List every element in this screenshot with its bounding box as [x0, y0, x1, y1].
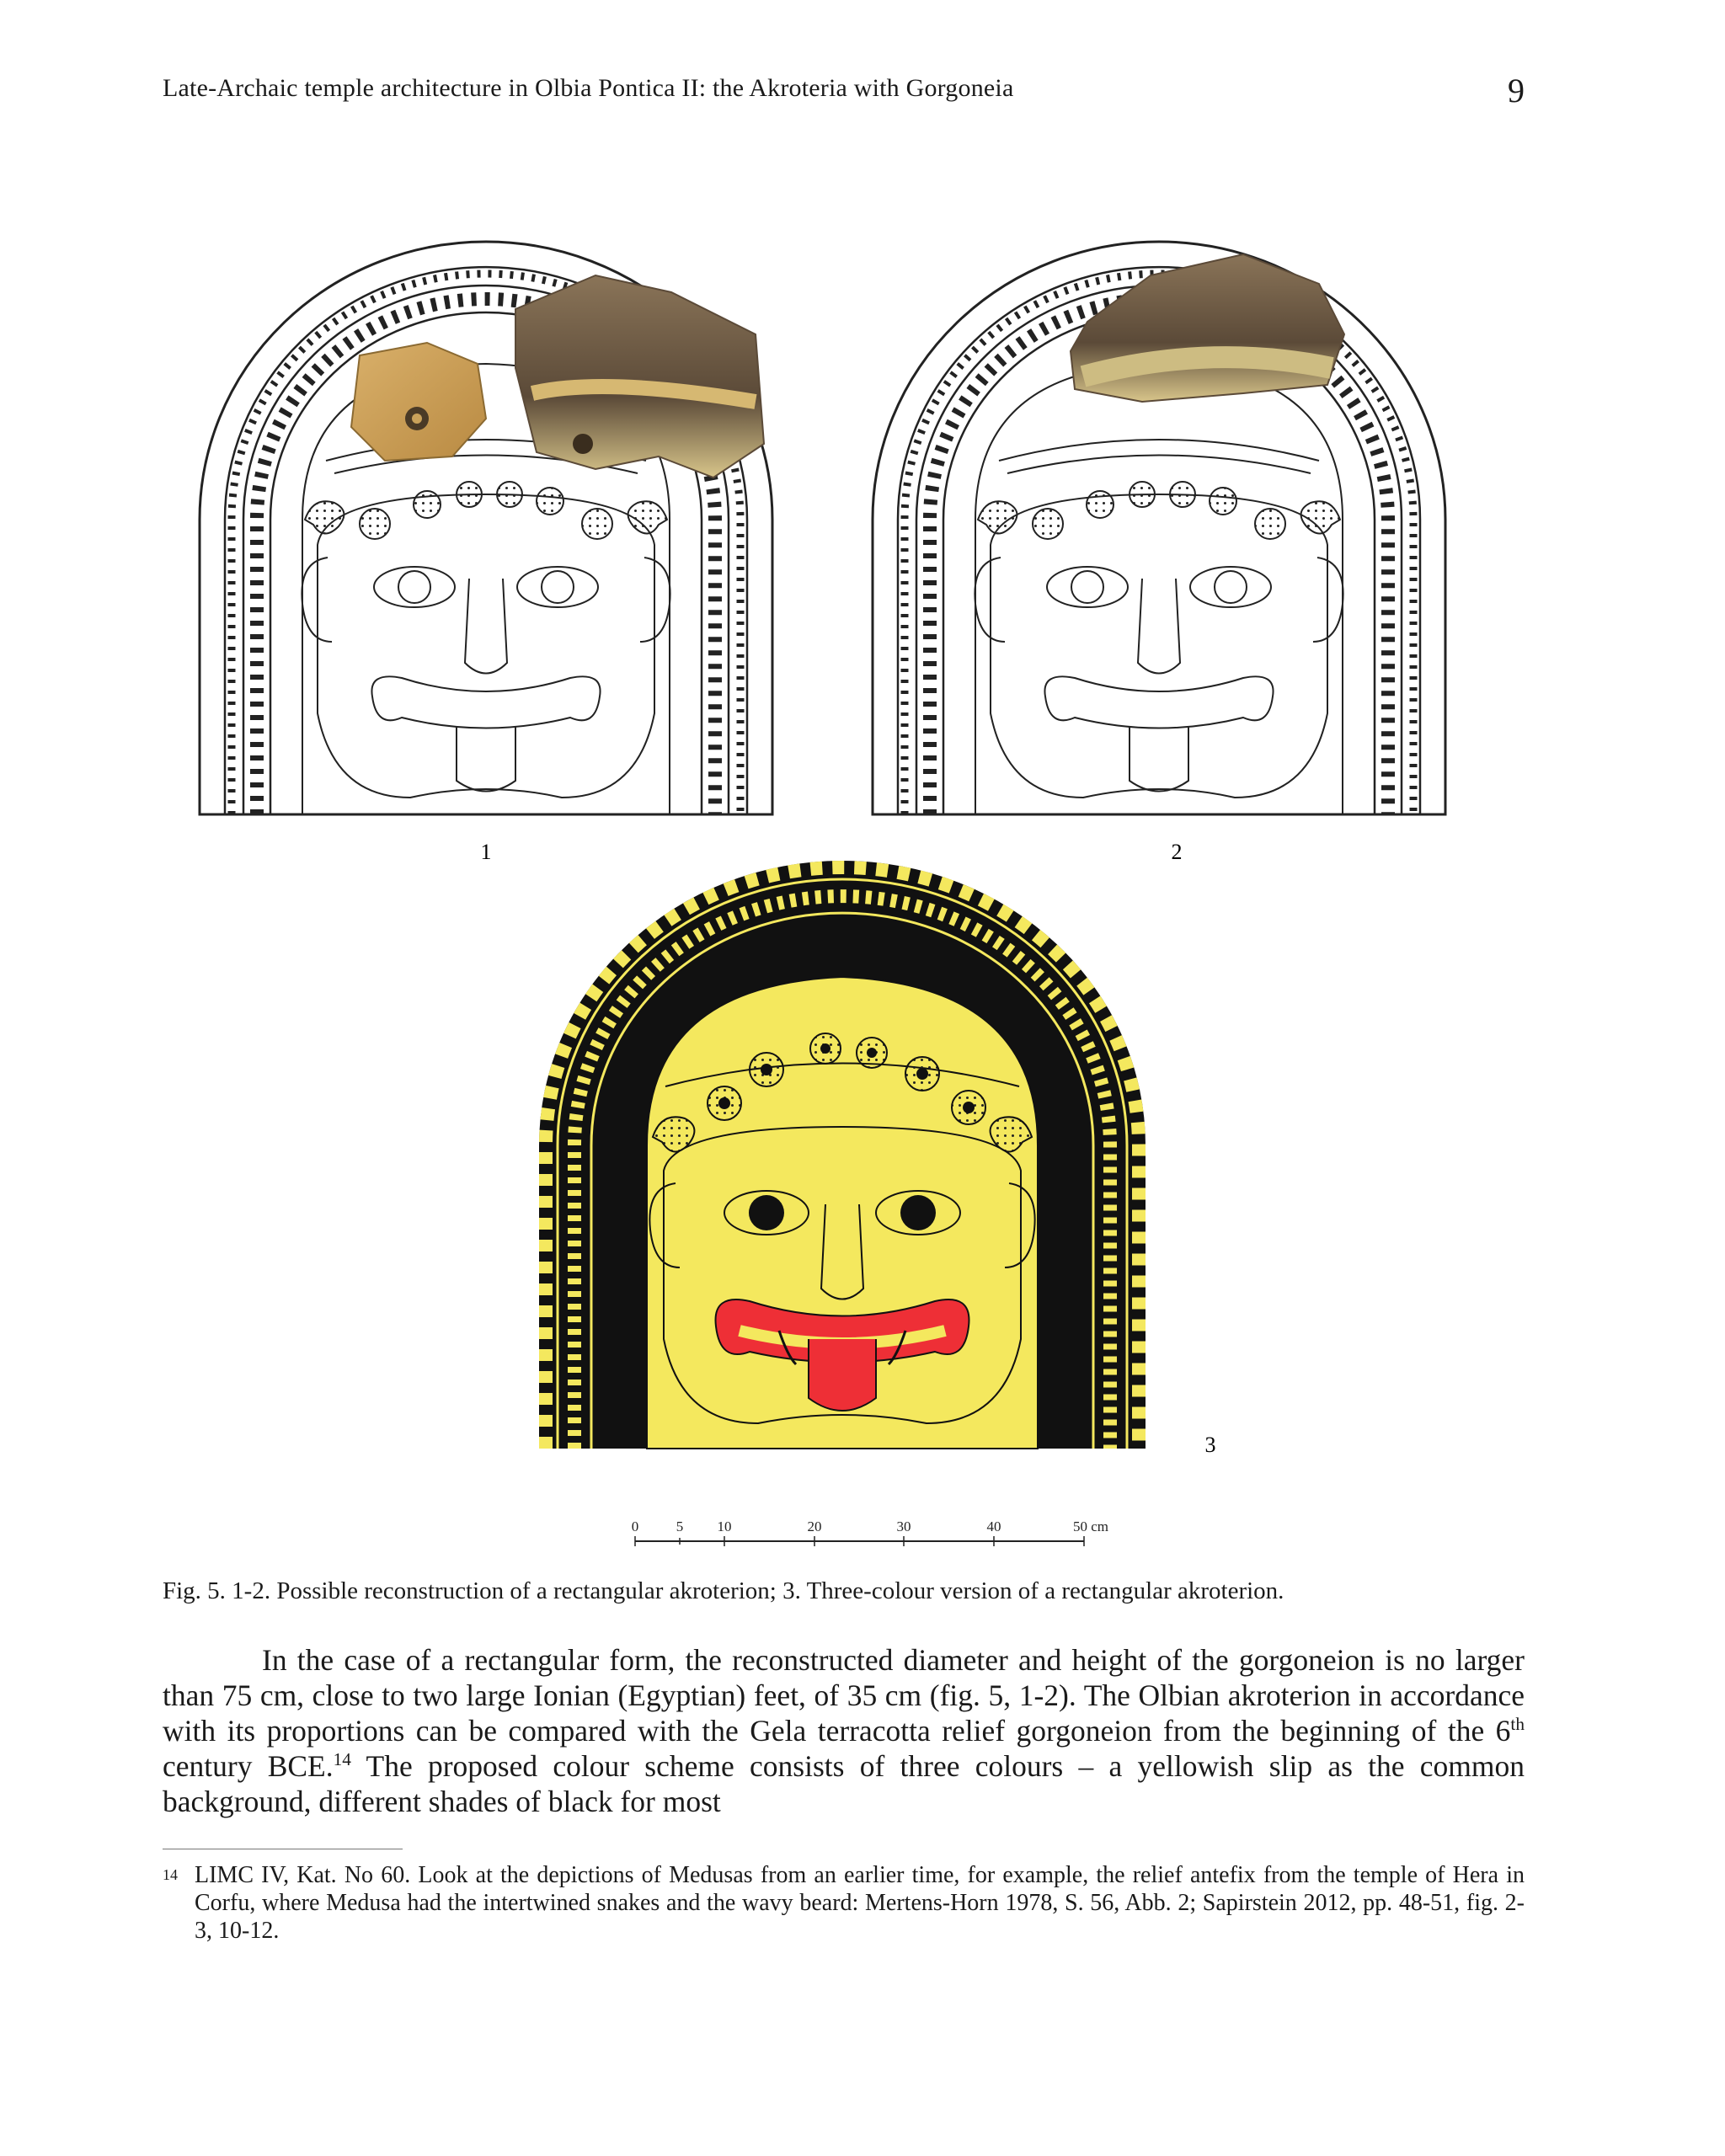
- fragment-right: [515, 275, 764, 478]
- panel-label-3: 3: [1204, 1433, 1216, 1457]
- scale-tick-40: 40: [986, 1518, 1001, 1534]
- scale-tick-20: 20: [807, 1518, 822, 1534]
- figure-caption: Fig. 5. 1-2. Possible reconstruction of a rectangular akroterion; 3. Three-colour version of a rectangular akroterion.: [163, 1577, 1284, 1604]
- scale-tick-30: 30: [896, 1518, 911, 1534]
- footnote-text: LIMC IV, Kat. No 60. Look at the depictions of Medusas from an earlier time, for example, the relief antefix from the temple of Hera in Corfu, where Medusa had the intertwined snakes and the wavy beard: Mertens-Horn 1978, S. 56, Abb. 2; Sapirstein 2012, pp. 48-51, fig. 2-3, 10-12.: [195, 1862, 1525, 1944]
- akroterion-drawing-1: [200, 242, 772, 814]
- scale-bar: [632, 1518, 1108, 1546]
- page-number: 9: [1508, 72, 1525, 109]
- scale-tick-5: 5: [676, 1518, 684, 1534]
- panel-label-2: 2: [1171, 840, 1183, 864]
- scale-tick-10: 10: [717, 1518, 732, 1534]
- scale-tick-0: 0: [631, 1518, 639, 1534]
- body-paragraph: In the case of a rectangular form, the reconstructed diameter and height of the gorgoneion is no larger than 75 cm, close to two large Ionian (Egyptian) feet, of 35 cm (fig. 5, 1-2). The Olbian akroterion in accordance with its proportions can be compared with the Gela terracotta relief gorgoneion from the beginning of the 6th century BCE.$^{14}$ The proposed colour scheme consists of three colours – a yellowish slip as the common background, different shades of black for most: [163, 1643, 1525, 1818]
- footnote-14: [163, 1861, 1525, 1945]
- footnote-number: 14: [163, 1866, 178, 1883]
- akroterion-drawing-2: [873, 242, 1445, 814]
- running-head: Late-Archaic temple architecture in Olbia Pontica II: the Akroteria with Gorgoneia: [163, 74, 1014, 102]
- panel-label-1: 1: [480, 840, 492, 864]
- scale-tick-50: 50 cm: [1072, 1518, 1109, 1534]
- akroterion-colour-3: [539, 861, 1146, 1449]
